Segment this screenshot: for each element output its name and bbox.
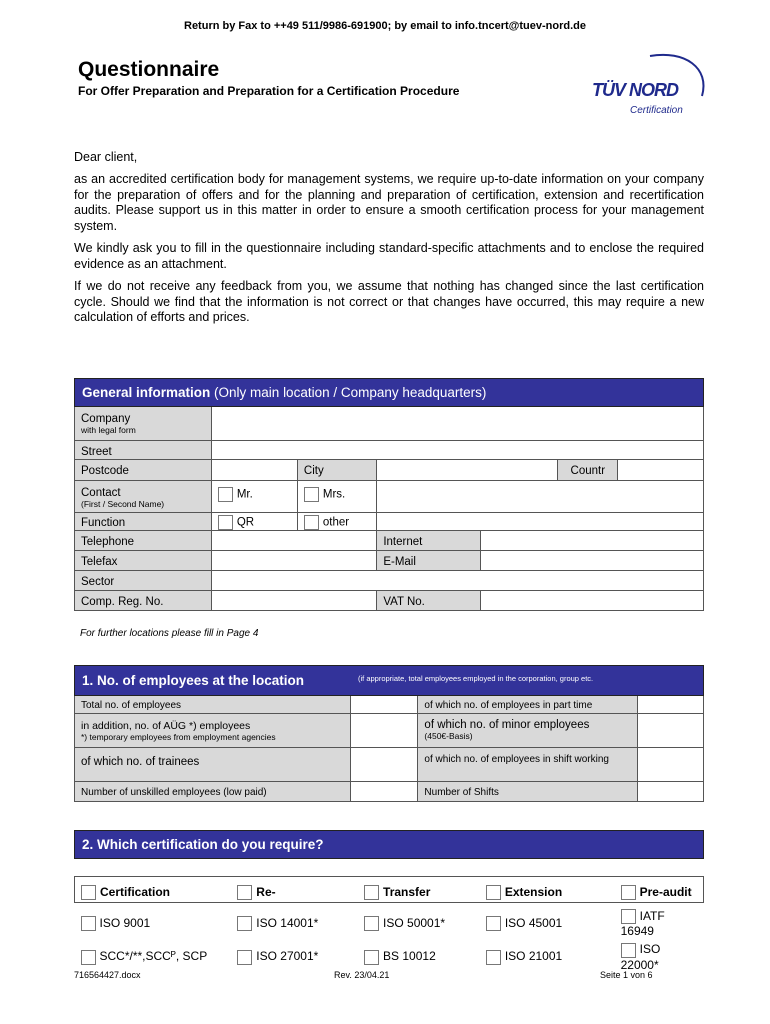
tuv-nord-logo [590,48,710,120]
col-extension: Extension [480,877,615,903]
vat-field[interactable] [481,591,704,611]
company-sublabel: with legal form [81,425,136,435]
trainees-field[interactable] [350,748,418,782]
certification-row-2 [75,938,704,971]
cert-iso-50001: ISO 50001* [358,903,480,939]
footer-doc-name: 716564427.docx [74,970,141,980]
function-label: Function [75,513,212,531]
mr-label: Mr. [236,488,253,501]
col-transfer: Transfer [358,877,480,903]
iso-45001-checkbox[interactable] [486,916,501,931]
cert-iso-14001: ISO 14001* [231,903,358,939]
iatf-16949-checkbox[interactable] [621,909,636,924]
street-field[interactable] [211,441,703,460]
function-other [297,513,376,531]
cert-iatf-16949: IATF 16949 [620,909,665,939]
contact-label: Contact (First / Second Name) [75,481,212,513]
iso-50001-checkbox[interactable] [364,916,379,931]
email-label: E-Mail [377,551,481,571]
extension-checkbox[interactable] [486,885,501,900]
certification-checkbox[interactable] [81,885,96,900]
col-pre-audit: Pre-audit [615,877,704,903]
re-checkbox[interactable] [237,885,252,900]
aug-sublabel: *) temporary employees from employment agencies [81,732,276,742]
page-title: Questionnaire [78,58,220,81]
salutation-mr [211,481,297,513]
internet-label: Internet [377,531,481,551]
function-field[interactable] [377,513,704,531]
general-info-subtitle: (Only main location / Company headquarters) [214,385,487,400]
minor-label: of which no. of minor employees (450€-Basis) [418,714,638,748]
footer-revision: Rev. 23/04.21 [334,970,390,980]
street-label: Street [75,441,212,460]
minor-sublabel: (450€-Basis) [424,731,473,741]
cert-iso-45001: ISO 45001 [480,903,615,939]
page-subtitle: For Offer Preparation and Preparation for a Certification Procedure [78,84,460,98]
aug-label: in addition, no. of AÜG *) employees *) temporary employees from employment agencies [75,714,351,748]
telefax-label: Telefax [75,551,212,571]
further-locations-note: For further locations please fill in Page 4 [80,628,259,639]
postcode-field[interactable] [211,460,297,481]
comp-reg-field[interactable] [211,591,377,611]
other-checkbox[interactable] [304,515,319,530]
mrs-checkbox[interactable] [304,487,319,502]
certification-header [75,831,704,859]
part-time-field[interactable] [638,696,704,714]
trainees-label: of which no. of trainees [75,748,351,782]
shifts-label: Number of Shifts [418,782,638,802]
vat-label: VAT No. [377,591,481,611]
salutation-mrs [297,481,376,513]
cert-bs-10012: BS 10012 [358,938,480,971]
unskilled-label: Number of unskilled employees (low paid) [75,782,351,802]
pre-audit-checkbox[interactable] [621,885,636,900]
shift-label: of which no. of employees in shift working [418,748,638,782]
iso-21001-checkbox[interactable] [486,950,501,965]
cert-iso-21001: ISO 21001 [480,938,615,971]
city-field[interactable] [377,460,558,481]
mrs-label: Mrs. [322,488,346,501]
company-field[interactable] [211,407,703,441]
col-re: Re- [231,877,358,903]
shifts-field[interactable] [638,782,704,802]
footer-page-number: Seite 1 von 6 [600,970,653,980]
country-label: Countr [558,460,618,480]
sector-label: Sector [75,571,212,591]
iso-22000-checkbox[interactable] [621,943,636,958]
total-employees-label: Total no. of employees [75,696,351,714]
cert-iso-27001: ISO 27001* [231,938,358,971]
bs-10012-checkbox[interactable] [364,950,379,965]
certification-row-1 [75,903,704,939]
internet-field[interactable] [481,531,704,551]
aug-field[interactable] [350,714,418,748]
logo-text: TÜV NORD [592,80,678,100]
cert-iso-9001: ISO 9001 [75,903,232,939]
city-label: City [297,460,376,481]
minor-field[interactable] [638,714,704,748]
certification-columns-row [75,877,704,903]
logo-subtext: Certification [630,105,683,116]
fax-email-line: Return by Fax to ++49 511/9986-691900; by email to info.tncert@tuev-nord.de [184,20,586,32]
cert-iso-22000: ISO 22000* [620,942,661,972]
other-label: other [322,516,350,529]
country-field[interactable] [618,460,703,480]
sector-field[interactable] [211,571,703,591]
scc-checkbox[interactable] [81,950,96,965]
greeting: Dear client, [74,150,138,164]
col-certification: Certification [75,877,232,903]
telephone-field[interactable] [211,531,377,551]
part-time-label: of which no. of employees in part time [418,696,638,714]
intro-paragraph-1: as an accredited certification body for management systems, we require up-to-date information on your company for the preparation of offers and for the planning and preparation of certification, extension and recertification audits. Please support us in this matter in order to ensure a smooth certification process for your management system. [74,172,704,233]
comp-reg-label: Comp. Reg. No. [75,591,212,611]
unskilled-field[interactable] [350,782,418,802]
transfer-checkbox[interactable] [364,885,379,900]
certification-table [74,876,704,972]
iso-14001-checkbox[interactable] [237,916,252,931]
function-qr [211,513,297,531]
intro-paragraph-2: We kindly ask you to fill in the questionnaire including standard-specific attachments and to enclose the required evidence as an attachment. [74,241,704,271]
general-info-table [74,378,704,611]
intro-paragraph-3: If we do not receive any feedback from you, we assume that nothing has changed since the last certification cycle. Should we find that the information is not correct or that changes have occurred, this may require a new calculation of efforts and prices. [74,279,704,324]
employees-title: 1. No. of employees at the location [82,673,305,688]
telefax-field[interactable] [211,551,377,571]
general-info-title: General information [82,385,211,400]
contact-name-field[interactable] [377,481,704,513]
iso-9001-checkbox[interactable] [81,916,96,931]
qr-label: QR [236,516,255,529]
total-employees-field[interactable] [350,696,418,714]
company-label: Company with legal form [75,407,212,441]
employees-hint: (if appropriate, total employees employed in the corporation, group etc. [358,674,594,683]
iso-27001-checkbox[interactable] [237,950,252,965]
employees-table [74,665,704,802]
contact-sublabel: (First / Second Name) [81,499,165,509]
shift-field[interactable] [638,748,704,782]
certification-title: 2. Which certification do you require? [82,837,324,852]
general-info-header [75,379,704,407]
cert-scc: SCC*/**,SCCᴾ, SCP [75,938,232,971]
email-field[interactable] [481,551,704,571]
mr-checkbox[interactable] [218,487,233,502]
telephone-label: Telephone [75,531,212,551]
employees-header [75,666,704,696]
postcode-label: Postcode [75,460,212,481]
qr-checkbox[interactable] [218,515,233,530]
certification-header-table [74,830,704,859]
